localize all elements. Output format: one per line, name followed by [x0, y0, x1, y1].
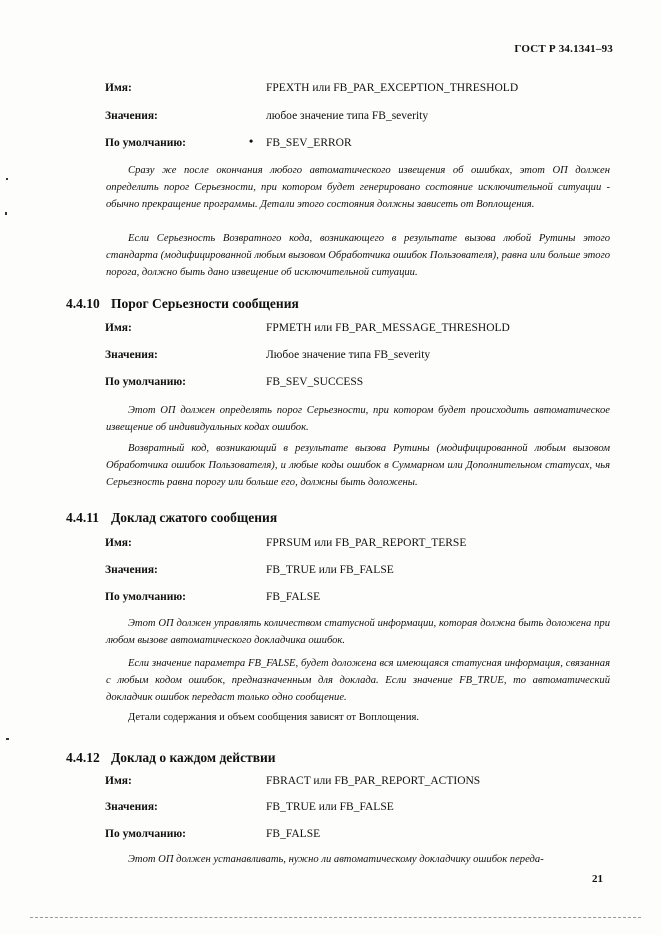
param-value: любое значение типа FB_severity: [266, 110, 429, 122]
body-paragraph: Этот ОП должен устанавливать, нужно ли автоматическому докладчику ошибок переда-: [128, 854, 544, 865]
param-value: FPEXTH или FB_PAR_EXCEPTION_THRESHOLD: [266, 82, 519, 94]
param-value: FB_TRUE или FB_FALSE: [266, 564, 394, 576]
param-key: Значения:: [105, 564, 158, 576]
param-values-row: [0, 801, 661, 819]
param-value: Любое значение типа FB_severity: [266, 349, 431, 361]
param-key: Имя:: [105, 775, 132, 787]
section-heading: [66, 750, 276, 766]
standard-header: ГОСТ Р 34.1341–93: [514, 43, 613, 55]
param-value: FB_FALSE: [266, 591, 321, 603]
param-value: FPRSUM или FB_PAR_REPORT_TERSE: [266, 537, 467, 549]
section-number: 4.4.12: [66, 750, 100, 765]
param-default-row: [0, 591, 661, 609]
param-key: Значения:: [105, 349, 158, 361]
param-name-row: [0, 537, 661, 555]
param-key: По умолчанию:: [105, 376, 187, 388]
scan-edge-line: [30, 917, 641, 918]
param-key: Значения:: [105, 110, 158, 122]
param-default-row: [0, 376, 661, 394]
param-key: Имя:: [105, 537, 132, 549]
param-values-row: [0, 564, 661, 582]
param-value: FBRACT или FB_PAR_REPORT_ACTIONS: [266, 775, 481, 787]
page-number: 21: [592, 873, 603, 885]
section-heading: [66, 296, 299, 312]
section-title: Доклад о каждом действии: [111, 750, 276, 765]
body-paragraph: Сразу же после окончания любого автоматического извещения об ошибках, этот ОП должен определить порог Серьезности, при котором будет генерировано состояние исключительной ситуации - обычно прекращение программы. Детали этого состояния должны зависеть от Воплощения.: [106, 165, 610, 210]
param-key: По умолчанию:: [105, 591, 187, 603]
body-paragraph: Возвратный код, возникающий в результате вызова Рутины (модифицированной любым вызовом Обработчика ошибок Пользователя), и любые коды ошибок в Суммарном или Дополнительном статусах, чья Серьезность равна порогу или больше его, должны быть доложены.: [106, 443, 610, 488]
section-number: 4.4.10: [66, 296, 100, 311]
param-value: FB_TRUE или FB_FALSE: [266, 801, 394, 813]
scan-speck: [6, 738, 9, 740]
section-number: 4.4.11: [66, 510, 100, 525]
param-name-row: [0, 322, 661, 340]
param-key: Имя:: [105, 322, 132, 334]
body-paragraph: Если Серьезность Возвратного кода, возникающего в результате вызова любой Рутины этого стандарта (модифицированной любым вызовом Обработчика ошибок Пользователя), равна или больше этого порога, должно быть дано извещение об исключительной ситуации.: [106, 233, 610, 278]
param-values-row: [0, 349, 661, 367]
param-value: FB_SEV_SUCCESS: [266, 376, 364, 388]
body-paragraph: Если значение параметра FB_FALSE, будет доложена вся имеющаяся статусная информация, связанная с любым кодом ошибок, предназначенным для доклада. Если значение FB_TRUE, то автоматический докладчик ошибок передаст только одно сообщение.: [106, 658, 610, 703]
param-name-row: [0, 775, 661, 793]
param-key: По умолчанию:: [105, 137, 187, 149]
param-value: FB_SEV_ERROR: [266, 137, 352, 149]
param-key: Имя:: [105, 82, 132, 94]
param-default-row: [0, 134, 661, 155]
param-default-row: [0, 828, 661, 846]
body-paragraph: Этот ОП должен управлять количеством статусной информации, которая должна быть доложена при любом вызове автоматического докладчика ошибок.: [106, 618, 610, 646]
param-key: По умолчанию:: [105, 828, 187, 840]
body-paragraph: Детали содержания и объем сообщения зависят от Воплощения.: [128, 712, 420, 723]
section-title: Доклад сжатого сообщения: [111, 510, 278, 525]
param-values-row: [0, 110, 661, 128]
param-value: FPMETH или FB_PAR_MESSAGE_THRESHOLD: [266, 322, 510, 334]
section-heading: [66, 510, 277, 526]
param-key: Значения:: [105, 801, 158, 813]
param-name-row: [0, 82, 661, 100]
scan-speck: [5, 212, 7, 215]
asterisk-mark: •: [249, 134, 254, 148]
param-value: FB_FALSE: [266, 828, 321, 840]
body-paragraph: Этот ОП должен определять порог Серьезности, при котором будет происходить автоматическое извещение об индивидуальных кодах ошибок.: [106, 405, 610, 433]
section-title: Порог Серьезности сообщения: [111, 296, 299, 311]
scan-speck: [6, 178, 8, 180]
